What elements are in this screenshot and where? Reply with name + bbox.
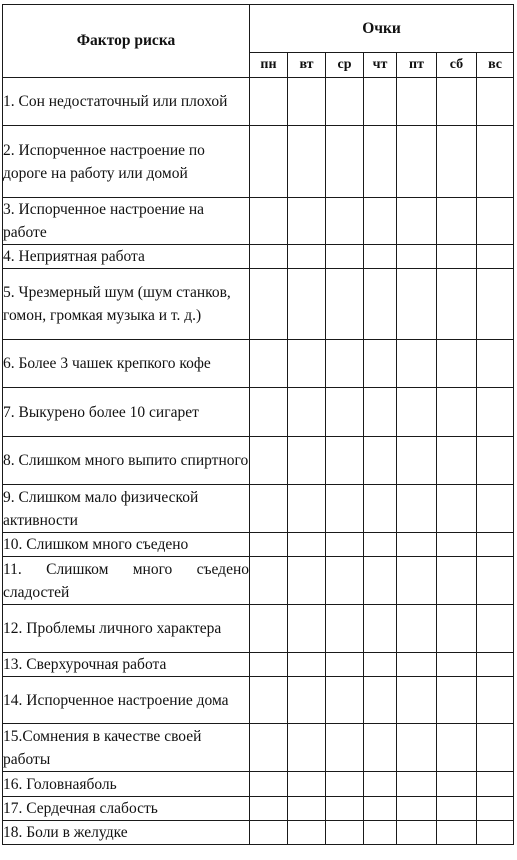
score-cell-sat[interactable]	[437, 269, 477, 340]
score-cell-tue[interactable]	[288, 269, 326, 340]
score-cell-fri[interactable]	[397, 437, 437, 485]
score-cell-sun[interactable]	[477, 340, 514, 388]
score-cell-tue[interactable]	[288, 198, 326, 245]
risk-table-container	[2, 4, 514, 845]
score-cell-tue[interactable]	[288, 340, 326, 388]
score-cell-sun[interactable]	[477, 485, 514, 533]
score-cell-thu[interactable]	[364, 198, 397, 245]
score-cell-mon[interactable]	[250, 437, 288, 485]
score-cell-sat[interactable]	[437, 485, 477, 533]
day-header-tue: вт	[288, 53, 326, 78]
score-cell-wed[interactable]	[326, 557, 364, 605]
score-cell-tue[interactable]	[288, 724, 326, 772]
score-cell-mon[interactable]	[250, 78, 288, 126]
day-header-fri: пт	[397, 53, 437, 78]
score-cell-sun[interactable]	[477, 772, 514, 797]
score-cell-sun[interactable]	[477, 437, 514, 485]
score-cell-sat[interactable]	[437, 821, 477, 845]
risk-factor-cell: 17. Сердечная слабость	[3, 797, 250, 821]
score-cell-wed[interactable]	[326, 437, 364, 485]
table-row	[3, 245, 514, 269]
score-cell-tue[interactable]	[288, 653, 326, 677]
score-cell-tue[interactable]	[288, 797, 326, 821]
risk-factor-cell: 10. Слишком много съедено	[3, 533, 250, 557]
score-cell-fri[interactable]	[397, 653, 437, 677]
score-cell-sun[interactable]	[477, 126, 514, 198]
score-cell-sat[interactable]	[437, 437, 477, 485]
table-row	[3, 126, 514, 198]
score-cell-mon[interactable]	[250, 653, 288, 677]
score-cell-tue[interactable]	[288, 245, 326, 269]
risk-factor-cell: 11. Слишком много съедено сладостей	[3, 557, 250, 605]
table-row	[3, 653, 514, 677]
table-row	[3, 437, 514, 485]
table-row	[3, 724, 514, 772]
score-cell-sun[interactable]	[477, 677, 514, 724]
score-cell-sun[interactable]	[477, 388, 514, 437]
score-cell-sun[interactable]	[477, 245, 514, 269]
score-cell-mon[interactable]	[250, 677, 288, 724]
score-cell-fri[interactable]	[397, 485, 437, 533]
score-cell-thu[interactable]	[364, 533, 397, 557]
score-cell-fri[interactable]	[397, 245, 437, 269]
table-row	[3, 772, 514, 797]
table-row	[3, 677, 514, 724]
score-cell-fri[interactable]	[397, 724, 437, 772]
score-cell-sun[interactable]	[477, 605, 514, 653]
score-cell-mon[interactable]	[250, 198, 288, 245]
day-header-mon: пн	[250, 53, 288, 78]
score-cell-tue[interactable]	[288, 78, 326, 126]
score-cell-sat[interactable]	[437, 772, 477, 797]
score-cell-sat[interactable]	[437, 605, 477, 653]
points-column-header: Очки	[250, 5, 514, 53]
risk-factor-cell: 18. Боли в желудке	[3, 821, 250, 845]
score-cell-tue[interactable]	[288, 605, 326, 653]
score-cell-thu[interactable]	[364, 485, 397, 533]
factor-column-header: Фактор риска	[3, 5, 250, 78]
score-cell-mon[interactable]	[250, 821, 288, 845]
score-cell-wed[interactable]	[326, 485, 364, 533]
table-row	[3, 821, 514, 845]
score-cell-sun[interactable]	[477, 724, 514, 772]
score-cell-mon[interactable]	[250, 605, 288, 653]
risk-factor-cell: 12. Проблемы личного характера	[3, 605, 250, 653]
day-header-sun: вс	[477, 53, 514, 78]
score-cell-fri[interactable]	[397, 340, 437, 388]
score-cell-thu[interactable]	[364, 557, 397, 605]
score-cell-sun[interactable]	[477, 797, 514, 821]
score-cell-sat[interactable]	[437, 797, 477, 821]
score-cell-mon[interactable]	[250, 245, 288, 269]
table-row	[3, 340, 514, 388]
score-cell-sat[interactable]	[437, 533, 477, 557]
score-cell-fri[interactable]	[397, 557, 437, 605]
score-cell-sat[interactable]	[437, 245, 477, 269]
score-cell-mon[interactable]	[250, 772, 288, 797]
score-cell-wed[interactable]	[326, 198, 364, 245]
score-cell-tue[interactable]	[288, 677, 326, 724]
score-cell-fri[interactable]	[397, 269, 437, 340]
table-row	[3, 198, 514, 245]
score-cell-thu[interactable]	[364, 269, 397, 340]
score-cell-wed[interactable]	[326, 772, 364, 797]
risk-factor-cell: 1. Сон недостаточный или плохой	[3, 78, 250, 126]
score-cell-fri[interactable]	[397, 533, 437, 557]
score-cell-sun[interactable]	[477, 533, 514, 557]
score-cell-wed[interactable]	[326, 724, 364, 772]
table-row	[3, 605, 514, 653]
score-cell-thu[interactable]	[364, 677, 397, 724]
risk-factor-cell: 14. Испорченное настроение дома	[3, 677, 250, 724]
score-cell-mon[interactable]	[250, 724, 288, 772]
table-row	[3, 388, 514, 437]
score-cell-wed[interactable]	[326, 245, 364, 269]
score-cell-sat[interactable]	[437, 724, 477, 772]
table-row	[3, 797, 514, 821]
risk-factor-cell: 5. Чрезмерный шум (шум станков, гомон, громкая музыка и т. д.)	[3, 269, 250, 340]
score-cell-thu[interactable]	[364, 605, 397, 653]
risk-factor-cell: 15.Сомнения в качестве своей работы	[3, 724, 250, 772]
risk-factor-cell: 4. Неприятная работа	[3, 245, 250, 269]
risk-factor-cell: 13. Сверхурочная работа	[3, 653, 250, 677]
score-cell-wed[interactable]	[326, 821, 364, 845]
score-cell-sun[interactable]	[477, 78, 514, 126]
score-cell-mon[interactable]	[250, 340, 288, 388]
score-cell-wed[interactable]	[326, 78, 364, 126]
table-row	[3, 78, 514, 126]
score-cell-fri[interactable]	[397, 388, 437, 437]
score-cell-wed[interactable]	[326, 797, 364, 821]
table-row	[3, 485, 514, 533]
score-cell-tue[interactable]	[288, 533, 326, 557]
score-cell-thu[interactable]	[364, 772, 397, 797]
score-cell-wed[interactable]	[326, 677, 364, 724]
table-body	[3, 78, 514, 845]
score-cell-thu[interactable]	[364, 797, 397, 821]
score-cell-thu[interactable]	[364, 340, 397, 388]
score-cell-wed[interactable]	[326, 269, 364, 340]
risk-factor-cell: 3. Испорченное настроение на работе	[3, 198, 250, 245]
score-cell-fri[interactable]	[397, 677, 437, 724]
score-cell-sun[interactable]	[477, 653, 514, 677]
score-cell-sun[interactable]	[477, 821, 514, 845]
score-cell-sun[interactable]	[477, 557, 514, 605]
score-cell-wed[interactable]	[326, 653, 364, 677]
score-cell-thu[interactable]	[364, 653, 397, 677]
score-cell-mon[interactable]	[250, 485, 288, 533]
score-cell-mon[interactable]	[250, 126, 288, 198]
score-cell-sun[interactable]	[477, 269, 514, 340]
score-cell-sun[interactable]	[477, 198, 514, 245]
table-row	[3, 557, 514, 605]
risk-factor-table	[2, 4, 514, 845]
score-cell-sat[interactable]	[437, 653, 477, 677]
score-cell-fri[interactable]	[397, 797, 437, 821]
score-cell-mon[interactable]	[250, 797, 288, 821]
day-header-wed: ср	[326, 53, 364, 78]
score-cell-sat[interactable]	[437, 126, 477, 198]
risk-factor-cell: 16. Головнаяболь	[3, 772, 250, 797]
table-row	[3, 533, 514, 557]
score-cell-tue[interactable]	[288, 821, 326, 845]
score-cell-fri[interactable]	[397, 772, 437, 797]
risk-factor-cell: 8. Слишком много выпито спиртного	[3, 437, 250, 485]
score-cell-mon[interactable]	[250, 557, 288, 605]
risk-factor-cell: 6. Более 3 чашек крепкого кофе	[3, 340, 250, 388]
score-cell-tue[interactable]	[288, 485, 326, 533]
score-cell-wed[interactable]	[326, 533, 364, 557]
score-cell-wed[interactable]	[326, 605, 364, 653]
score-cell-thu[interactable]	[364, 388, 397, 437]
score-cell-tue[interactable]	[288, 126, 326, 198]
risk-factor-cell: 9. Слишком мало физической активности	[3, 485, 250, 533]
score-cell-tue[interactable]	[288, 772, 326, 797]
score-cell-mon[interactable]	[250, 269, 288, 340]
score-cell-fri[interactable]	[397, 78, 437, 126]
header-row-top	[3, 5, 514, 53]
score-cell-thu[interactable]	[364, 724, 397, 772]
risk-factor-cell: 7. Выкурено более 10 сигарет	[3, 388, 250, 437]
score-cell-fri[interactable]	[397, 821, 437, 845]
score-cell-thu[interactable]	[364, 78, 397, 126]
day-header-thu: чт	[364, 53, 397, 78]
score-cell-thu[interactable]	[364, 437, 397, 485]
score-cell-thu[interactable]	[364, 245, 397, 269]
score-cell-mon[interactable]	[250, 388, 288, 437]
score-cell-sat[interactable]	[437, 677, 477, 724]
score-cell-sat[interactable]	[437, 198, 477, 245]
score-cell-mon[interactable]	[250, 533, 288, 557]
score-cell-sat[interactable]	[437, 340, 477, 388]
score-cell-tue[interactable]	[288, 388, 326, 437]
score-cell-sat[interactable]	[437, 78, 477, 126]
score-cell-wed[interactable]	[326, 126, 364, 198]
score-cell-fri[interactable]	[397, 198, 437, 245]
day-header-sat: сб	[437, 53, 477, 78]
score-cell-thu[interactable]	[364, 126, 397, 198]
score-cell-tue[interactable]	[288, 437, 326, 485]
table-row	[3, 269, 514, 340]
score-cell-fri[interactable]	[397, 605, 437, 653]
score-cell-sat[interactable]	[437, 557, 477, 605]
score-cell-wed[interactable]	[326, 388, 364, 437]
score-cell-fri[interactable]	[397, 126, 437, 198]
score-cell-tue[interactable]	[288, 557, 326, 605]
score-cell-wed[interactable]	[326, 340, 364, 388]
score-cell-thu[interactable]	[364, 821, 397, 845]
score-cell-sat[interactable]	[437, 388, 477, 437]
risk-factor-cell: 2. Испорченное настроение по дороге на работу или домой	[3, 126, 250, 198]
